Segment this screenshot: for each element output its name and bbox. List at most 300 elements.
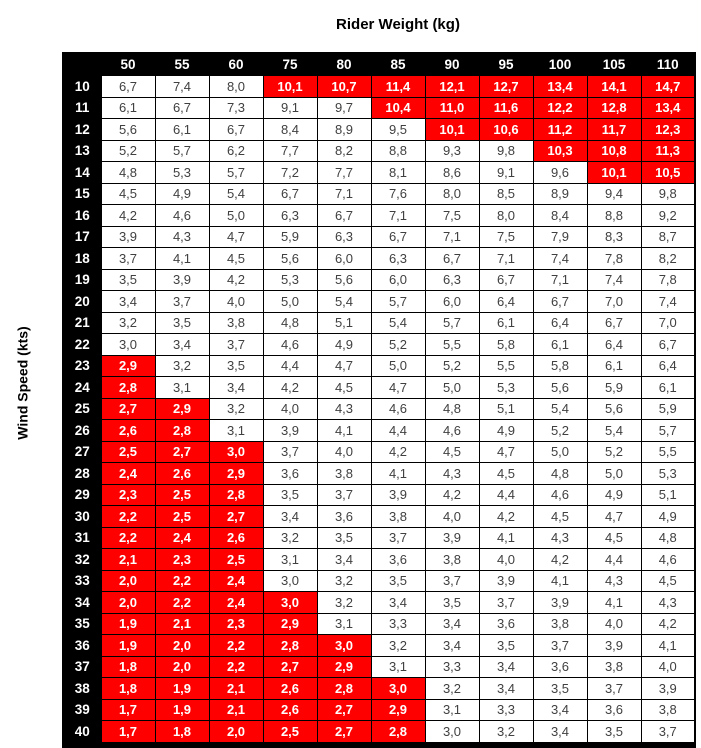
value-cell: 9,1 xyxy=(263,97,317,119)
value-cell: 4,8 xyxy=(101,162,155,184)
value-cell: 1,8 xyxy=(155,721,209,745)
row-header: 28 xyxy=(63,463,101,485)
value-cell: 4,0 xyxy=(425,506,479,528)
value-cell: 2,8 xyxy=(317,678,371,700)
value-cell: 5,0 xyxy=(209,205,263,227)
value-cell: 4,2 xyxy=(209,269,263,291)
value-cell: 2,5 xyxy=(155,484,209,506)
table-row xyxy=(63,140,695,162)
row-header: 26 xyxy=(63,420,101,442)
value-cell: 7,7 xyxy=(317,162,371,184)
value-cell: 2,9 xyxy=(263,613,317,635)
value-cell: 2,9 xyxy=(101,355,155,377)
value-cell: 1,9 xyxy=(101,635,155,657)
value-cell: 2,5 xyxy=(155,506,209,528)
value-cell: 2,8 xyxy=(101,377,155,399)
value-cell: 8,8 xyxy=(587,205,641,227)
value-cell: 6,1 xyxy=(101,97,155,119)
value-cell: 3,7 xyxy=(317,484,371,506)
value-cell: 5,6 xyxy=(317,269,371,291)
row-header: 21 xyxy=(63,312,101,334)
value-cell: 3,6 xyxy=(533,656,587,678)
value-cell: 3,1 xyxy=(371,656,425,678)
value-cell: 7,5 xyxy=(479,226,533,248)
value-cell: 7,4 xyxy=(587,269,641,291)
value-cell: 4,4 xyxy=(587,549,641,571)
value-cell: 3,9 xyxy=(371,484,425,506)
value-cell: 6,0 xyxy=(425,291,479,313)
value-cell: 12,7 xyxy=(479,76,533,98)
row-header: 14 xyxy=(63,162,101,184)
value-cell: 12,3 xyxy=(641,119,695,141)
value-cell: 9,8 xyxy=(641,183,695,205)
value-cell: 3,6 xyxy=(587,699,641,721)
table-row xyxy=(63,269,695,291)
table-row xyxy=(63,527,695,549)
value-cell: 3,9 xyxy=(425,527,479,549)
value-cell: 4,1 xyxy=(641,635,695,657)
value-cell: 3,9 xyxy=(155,269,209,291)
value-cell: 11,0 xyxy=(425,97,479,119)
value-cell: 4,5 xyxy=(641,570,695,592)
row-header: 12 xyxy=(63,119,101,141)
value-cell: 3,5 xyxy=(209,355,263,377)
value-cell: 12,8 xyxy=(587,97,641,119)
table-row xyxy=(63,484,695,506)
value-cell: 8,9 xyxy=(317,119,371,141)
column-header: 95 xyxy=(479,53,533,76)
value-cell: 3,8 xyxy=(533,613,587,635)
value-cell: 4,0 xyxy=(263,398,317,420)
value-cell: 7,0 xyxy=(587,291,641,313)
value-cell: 4,0 xyxy=(479,549,533,571)
value-cell: 6,4 xyxy=(587,334,641,356)
row-header: 31 xyxy=(63,527,101,549)
value-cell: 2,8 xyxy=(263,635,317,657)
value-cell: 3,9 xyxy=(263,420,317,442)
table-row xyxy=(63,570,695,592)
value-cell: 3,6 xyxy=(479,613,533,635)
value-cell: 6,7 xyxy=(101,76,155,98)
value-cell: 3,4 xyxy=(155,334,209,356)
value-cell: 5,5 xyxy=(425,334,479,356)
value-cell: 7,6 xyxy=(371,183,425,205)
y-axis-label-wrap xyxy=(0,52,46,714)
value-cell: 4,5 xyxy=(479,463,533,485)
value-cell: 2,0 xyxy=(209,721,263,745)
table-row xyxy=(63,334,695,356)
value-cell: 3,0 xyxy=(317,635,371,657)
table-row xyxy=(63,592,695,614)
value-cell: 4,9 xyxy=(587,484,641,506)
value-cell: 3,8 xyxy=(587,656,641,678)
value-cell: 1,7 xyxy=(101,721,155,745)
value-cell: 6,7 xyxy=(479,269,533,291)
value-cell: 2,6 xyxy=(101,420,155,442)
value-cell: 1,9 xyxy=(155,678,209,700)
value-cell: 6,1 xyxy=(533,334,587,356)
column-header: 75 xyxy=(263,53,317,76)
value-cell: 8,3 xyxy=(587,226,641,248)
value-cell: 4,3 xyxy=(533,527,587,549)
column-header: 110 xyxy=(641,53,695,76)
value-cell: 8,2 xyxy=(641,248,695,270)
value-cell: 4,1 xyxy=(479,527,533,549)
value-cell: 4,6 xyxy=(641,549,695,571)
value-cell: 4,5 xyxy=(209,248,263,270)
value-cell: 3,7 xyxy=(641,721,695,745)
value-cell: 3,1 xyxy=(263,549,317,571)
value-cell: 7,7 xyxy=(263,140,317,162)
value-cell: 2,3 xyxy=(101,484,155,506)
value-cell: 7,0 xyxy=(641,312,695,334)
value-cell: 2,2 xyxy=(209,635,263,657)
value-cell: 7,1 xyxy=(371,205,425,227)
value-cell: 5,4 xyxy=(317,291,371,313)
value-cell: 8,0 xyxy=(209,76,263,98)
value-cell: 6,7 xyxy=(317,205,371,227)
table-row xyxy=(63,183,695,205)
row-header: 24 xyxy=(63,377,101,399)
value-cell: 5,7 xyxy=(641,420,695,442)
row-header: 18 xyxy=(63,248,101,270)
value-cell: 6,4 xyxy=(533,312,587,334)
value-cell: 2,9 xyxy=(371,699,425,721)
value-cell: 4,2 xyxy=(641,613,695,635)
value-cell: 5,4 xyxy=(533,398,587,420)
value-cell: 2,0 xyxy=(101,570,155,592)
value-cell: 5,0 xyxy=(587,463,641,485)
value-cell: 5,6 xyxy=(101,119,155,141)
value-cell: 4,3 xyxy=(155,226,209,248)
value-cell: 4,5 xyxy=(425,441,479,463)
value-cell: 4,5 xyxy=(587,527,641,549)
value-cell: 5,4 xyxy=(371,312,425,334)
table-row xyxy=(63,549,695,571)
table-row xyxy=(63,248,695,270)
value-cell: 10,4 xyxy=(371,97,425,119)
value-cell: 5,3 xyxy=(155,162,209,184)
value-cell: 3,3 xyxy=(425,656,479,678)
row-header: 30 xyxy=(63,506,101,528)
value-cell: 3,6 xyxy=(263,463,317,485)
row-header: 29 xyxy=(63,484,101,506)
value-cell: 3,4 xyxy=(209,377,263,399)
value-cell: 4,1 xyxy=(317,420,371,442)
value-cell: 9,2 xyxy=(641,205,695,227)
value-cell: 8,0 xyxy=(479,205,533,227)
value-cell: 2,0 xyxy=(155,656,209,678)
value-cell: 9,1 xyxy=(479,162,533,184)
table-body xyxy=(63,76,695,745)
value-cell: 3,1 xyxy=(155,377,209,399)
value-cell: 3,2 xyxy=(425,678,479,700)
value-cell: 4,3 xyxy=(587,570,641,592)
value-cell: 5,0 xyxy=(425,377,479,399)
value-cell: 4,0 xyxy=(641,656,695,678)
value-cell: 4,4 xyxy=(263,355,317,377)
value-cell: 4,9 xyxy=(317,334,371,356)
value-cell: 10,5 xyxy=(641,162,695,184)
value-cell: 3,3 xyxy=(479,699,533,721)
value-cell: 4,2 xyxy=(263,377,317,399)
value-cell: 4,6 xyxy=(155,205,209,227)
value-cell: 4,7 xyxy=(317,355,371,377)
value-cell: 6,7 xyxy=(263,183,317,205)
value-cell: 13,4 xyxy=(533,76,587,98)
value-cell: 11,7 xyxy=(587,119,641,141)
value-cell: 2,9 xyxy=(317,656,371,678)
value-cell: 3,5 xyxy=(479,635,533,657)
table-row xyxy=(63,226,695,248)
value-cell: 4,1 xyxy=(155,248,209,270)
value-cell: 5,7 xyxy=(371,291,425,313)
value-cell: 11,3 xyxy=(641,140,695,162)
value-cell: 6,7 xyxy=(209,119,263,141)
row-header: 35 xyxy=(63,613,101,635)
table-row xyxy=(63,291,695,313)
value-cell: 9,8 xyxy=(479,140,533,162)
value-cell: 7,1 xyxy=(425,226,479,248)
table-row xyxy=(63,398,695,420)
value-cell: 6,0 xyxy=(317,248,371,270)
value-cell: 3,2 xyxy=(155,355,209,377)
value-cell: 9,5 xyxy=(371,119,425,141)
column-header: 80 xyxy=(317,53,371,76)
value-cell: 2,6 xyxy=(263,678,317,700)
value-cell: 2,6 xyxy=(209,527,263,549)
value-cell: 4,3 xyxy=(425,463,479,485)
value-cell: 5,1 xyxy=(641,484,695,506)
weight-wind-table xyxy=(62,52,696,748)
value-cell: 1,7 xyxy=(101,699,155,721)
value-cell: 3,8 xyxy=(641,699,695,721)
value-cell: 2,7 xyxy=(263,656,317,678)
value-cell: 5,9 xyxy=(263,226,317,248)
row-header: 19 xyxy=(63,269,101,291)
column-header: 50 xyxy=(101,53,155,76)
value-cell: 10,3 xyxy=(533,140,587,162)
value-cell: 5,8 xyxy=(479,334,533,356)
value-cell: 6,3 xyxy=(263,205,317,227)
value-cell: 3,2 xyxy=(371,635,425,657)
value-cell: 8,9 xyxy=(533,183,587,205)
value-cell: 12,1 xyxy=(425,76,479,98)
value-cell: 3,7 xyxy=(263,441,317,463)
value-cell: 3,9 xyxy=(479,570,533,592)
value-cell: 6,7 xyxy=(533,291,587,313)
value-cell: 3,2 xyxy=(263,527,317,549)
row-header: 16 xyxy=(63,205,101,227)
value-cell: 2,3 xyxy=(209,613,263,635)
value-cell: 7,5 xyxy=(425,205,479,227)
value-cell: 3,9 xyxy=(101,226,155,248)
value-cell: 3,7 xyxy=(155,291,209,313)
value-cell: 1,8 xyxy=(101,656,155,678)
value-cell: 2,8 xyxy=(371,721,425,745)
value-cell: 7,2 xyxy=(263,162,317,184)
value-cell: 9,7 xyxy=(317,97,371,119)
table-row xyxy=(63,635,695,657)
value-cell: 6,1 xyxy=(587,355,641,377)
value-cell: 10,6 xyxy=(479,119,533,141)
value-cell: 7,4 xyxy=(155,76,209,98)
value-cell: 10,1 xyxy=(587,162,641,184)
value-cell: 5,0 xyxy=(371,355,425,377)
row-header: 37 xyxy=(63,656,101,678)
value-cell: 10,8 xyxy=(587,140,641,162)
table-row xyxy=(63,420,695,442)
value-cell: 3,8 xyxy=(209,312,263,334)
table-row xyxy=(63,119,695,141)
value-cell: 5,2 xyxy=(101,140,155,162)
value-cell: 3,5 xyxy=(371,570,425,592)
value-cell: 8,1 xyxy=(371,162,425,184)
value-cell: 3,1 xyxy=(425,699,479,721)
value-cell: 4,3 xyxy=(317,398,371,420)
value-cell: 4,4 xyxy=(371,420,425,442)
value-cell: 11,6 xyxy=(479,97,533,119)
value-cell: 5,3 xyxy=(263,269,317,291)
value-cell: 3,0 xyxy=(101,334,155,356)
value-cell: 6,1 xyxy=(155,119,209,141)
value-cell: 3,4 xyxy=(533,721,587,745)
value-cell: 3,1 xyxy=(317,613,371,635)
value-cell: 4,3 xyxy=(641,592,695,614)
value-cell: 5,4 xyxy=(587,420,641,442)
value-cell: 3,9 xyxy=(641,678,695,700)
value-cell: 5,3 xyxy=(479,377,533,399)
value-cell: 8,8 xyxy=(371,140,425,162)
value-cell: 4,8 xyxy=(641,527,695,549)
value-cell: 3,2 xyxy=(317,570,371,592)
value-cell: 5,3 xyxy=(641,463,695,485)
row-header: 10 xyxy=(63,76,101,98)
value-cell: 5,4 xyxy=(209,183,263,205)
table-row xyxy=(63,699,695,721)
value-cell: 3,2 xyxy=(479,721,533,745)
value-cell: 3,6 xyxy=(317,506,371,528)
value-cell: 6,7 xyxy=(371,226,425,248)
value-cell: 3,4 xyxy=(263,506,317,528)
value-cell: 2,4 xyxy=(155,527,209,549)
value-cell: 7,8 xyxy=(641,269,695,291)
value-cell: 10,1 xyxy=(263,76,317,98)
value-cell: 4,0 xyxy=(317,441,371,463)
value-cell: 5,8 xyxy=(533,355,587,377)
row-header: 33 xyxy=(63,570,101,592)
row-header: 38 xyxy=(63,678,101,700)
value-cell: 13,4 xyxy=(641,97,695,119)
table-row xyxy=(63,678,695,700)
value-cell: 3,5 xyxy=(317,527,371,549)
value-cell: 2,8 xyxy=(155,420,209,442)
value-cell: 2,9 xyxy=(155,398,209,420)
value-cell: 3,7 xyxy=(101,248,155,270)
column-header: 100 xyxy=(533,53,587,76)
value-cell: 14,7 xyxy=(641,76,695,98)
value-cell: 2,2 xyxy=(209,656,263,678)
table-row xyxy=(63,721,695,745)
value-cell: 3,4 xyxy=(533,699,587,721)
value-cell: 2,7 xyxy=(209,506,263,528)
value-cell: 5,2 xyxy=(533,420,587,442)
value-cell: 7,8 xyxy=(587,248,641,270)
value-cell: 2,2 xyxy=(155,570,209,592)
table-row xyxy=(63,441,695,463)
value-cell: 2,2 xyxy=(155,592,209,614)
value-cell: 2,7 xyxy=(101,398,155,420)
value-cell: 14,1 xyxy=(587,76,641,98)
header-row xyxy=(63,53,695,76)
value-cell: 4,1 xyxy=(587,592,641,614)
value-cell: 5,0 xyxy=(263,291,317,313)
value-cell: 6,1 xyxy=(641,377,695,399)
value-cell: 1,9 xyxy=(155,699,209,721)
value-cell: 5,6 xyxy=(533,377,587,399)
value-cell: 7,3 xyxy=(209,97,263,119)
row-header: 13 xyxy=(63,140,101,162)
value-cell: 6,4 xyxy=(479,291,533,313)
row-header: 40 xyxy=(63,721,101,745)
value-cell: 4,2 xyxy=(371,441,425,463)
value-cell: 3,9 xyxy=(587,635,641,657)
value-cell: 4,7 xyxy=(587,506,641,528)
column-header: 90 xyxy=(425,53,479,76)
value-cell: 3,7 xyxy=(425,570,479,592)
value-cell: 4,2 xyxy=(101,205,155,227)
value-cell: 3,4 xyxy=(317,549,371,571)
value-cell: 2,4 xyxy=(209,592,263,614)
value-cell: 5,5 xyxy=(641,441,695,463)
value-cell: 2,6 xyxy=(263,699,317,721)
table-head xyxy=(63,53,695,76)
value-cell: 6,3 xyxy=(371,248,425,270)
value-cell: 3,7 xyxy=(479,592,533,614)
value-cell: 4,4 xyxy=(479,484,533,506)
value-cell: 5,6 xyxy=(263,248,317,270)
value-cell: 2,0 xyxy=(155,635,209,657)
value-cell: 3,4 xyxy=(425,613,479,635)
value-cell: 3,5 xyxy=(587,721,641,745)
value-cell: 3,7 xyxy=(587,678,641,700)
value-cell: 2,1 xyxy=(209,678,263,700)
value-cell: 2,2 xyxy=(101,527,155,549)
value-cell: 2,3 xyxy=(155,549,209,571)
table-row xyxy=(63,463,695,485)
column-header: 55 xyxy=(155,53,209,76)
value-cell: 4,6 xyxy=(533,484,587,506)
row-header: 25 xyxy=(63,398,101,420)
value-cell: 6,3 xyxy=(317,226,371,248)
value-cell: 6,4 xyxy=(641,355,695,377)
value-cell: 3,8 xyxy=(317,463,371,485)
value-cell: 6,7 xyxy=(155,97,209,119)
table-row xyxy=(63,506,695,528)
value-cell: 9,4 xyxy=(587,183,641,205)
value-cell: 3,0 xyxy=(209,441,263,463)
value-cell: 4,6 xyxy=(371,398,425,420)
value-cell: 9,6 xyxy=(533,162,587,184)
column-header: 105 xyxy=(587,53,641,76)
value-cell: 4,9 xyxy=(479,420,533,442)
value-cell: 4,9 xyxy=(641,506,695,528)
value-cell: 3,8 xyxy=(371,506,425,528)
value-cell: 4,2 xyxy=(533,549,587,571)
row-header: 20 xyxy=(63,291,101,313)
value-cell: 3,5 xyxy=(155,312,209,334)
value-cell: 3,4 xyxy=(425,635,479,657)
